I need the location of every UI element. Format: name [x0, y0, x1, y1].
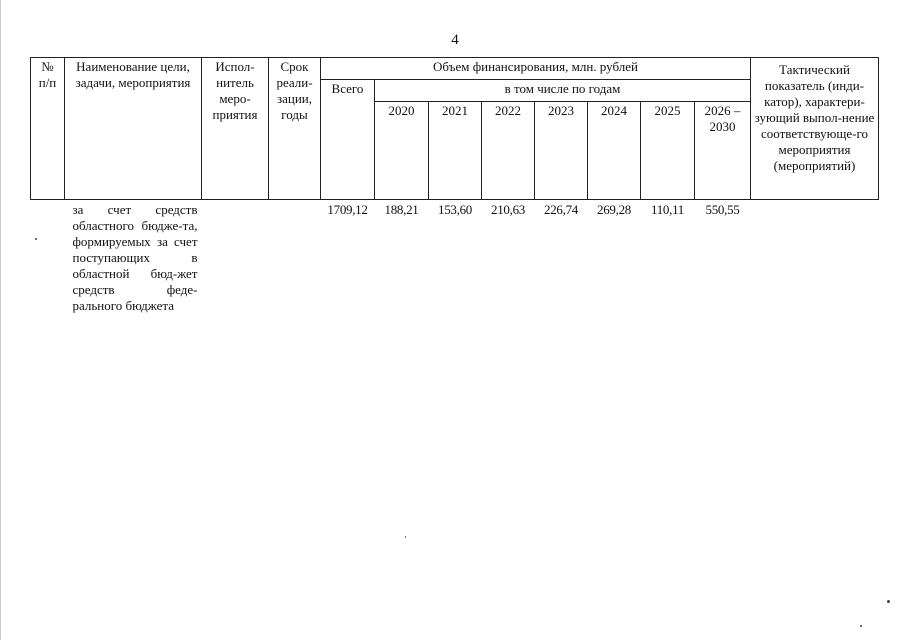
header-by-years: в том числе по годам [375, 80, 751, 102]
header-total: Всего [321, 80, 375, 200]
row-num [31, 200, 65, 317]
header-year-2020: 2020 [375, 102, 429, 200]
row-value-2023: 226,74 [544, 202, 578, 217]
header-num: № п/п [31, 58, 65, 200]
row-executor [202, 200, 269, 317]
row-value-2026-2030: 550,55 [705, 202, 740, 217]
row-indicator [751, 200, 879, 317]
row-value-2024: 269,28 [597, 202, 631, 217]
header-year-2025: 2025 [641, 102, 695, 200]
page-number: 4 [451, 32, 459, 48]
row-value-2025: 110,11 [651, 202, 684, 217]
financing-table [30, 57, 879, 316]
header-financing: Объем финансирования, млн. рублей [321, 58, 751, 80]
header-year-2023: 2023 [535, 102, 588, 200]
header-year-2021: 2021 [429, 102, 482, 200]
scan-speck [887, 600, 890, 603]
scan-speck [860, 625, 862, 627]
header-name: Наименование цели, задачи, мероприятия [65, 58, 202, 200]
page-edge-line [0, 0, 1, 640]
header-year-2024: 2024 [588, 102, 641, 200]
scan-speck [405, 536, 406, 538]
header-executor: Испол- нитель меро- приятия [202, 58, 269, 200]
row-total: 1709,12 [327, 202, 368, 217]
row-name: за счет средств областного бюдже-та, формируемых за счет поступающих в областной бюд-жет средств феде-рального бюджета [72, 202, 198, 313]
table-row [31, 200, 879, 317]
row-term [269, 200, 321, 317]
header-indicator: Тактический показатель (инди-катор), характери-зующий выпол-нение соответствующе-го мероприятия (мероприятий) [751, 58, 879, 200]
scan-speck [35, 238, 37, 240]
row-value-2022: 210,63 [491, 202, 525, 217]
row-value-2021: 153,60 [438, 202, 472, 217]
row-value-2020: 188,21 [384, 202, 419, 217]
header-year-2022: 2022 [482, 102, 535, 200]
header-term: Срок реали- зации, годы [269, 58, 321, 200]
header-year-2026-2030: 2026 – 2030 [695, 102, 751, 200]
